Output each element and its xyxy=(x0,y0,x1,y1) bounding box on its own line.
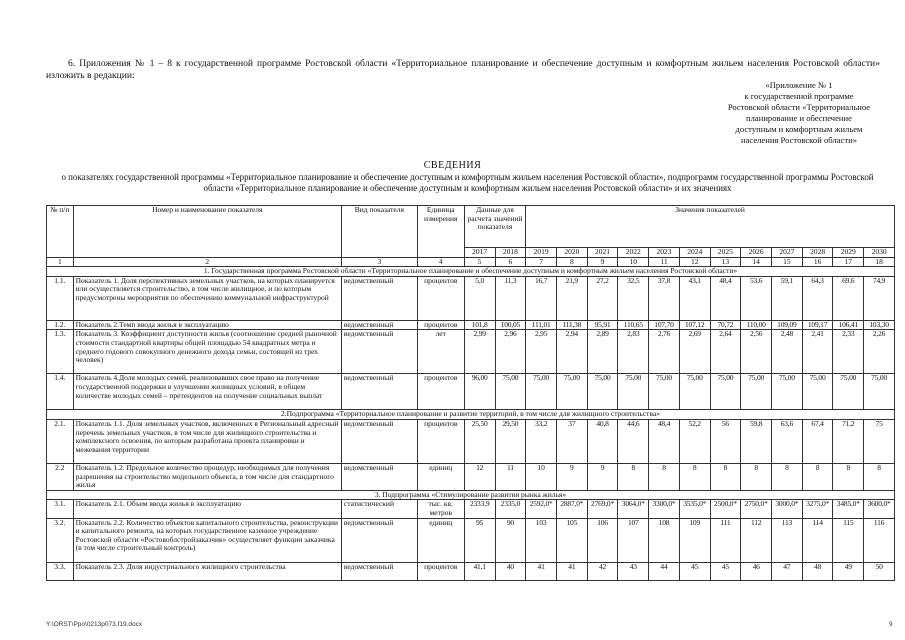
indicator-value: 21,9 xyxy=(556,276,587,320)
indicator-value: 40 xyxy=(495,562,526,580)
indicator-value: 75,00 xyxy=(587,374,618,410)
indicator-value: 114 xyxy=(802,518,833,562)
indicator-value: 59,8 xyxy=(741,419,772,463)
indicator-name: Показатель 4.Доля молодых семей, реализовавших свое право на получение государственной поддержки в улучшении жилищных условий, в общем количестве молодых семей – претендентов на получение социальных выплат xyxy=(73,374,341,410)
column-number: 12 xyxy=(679,257,710,267)
indicator-value: 2,26 xyxy=(864,330,895,374)
indicator-row xyxy=(47,500,895,518)
header-year: 2023 xyxy=(649,248,680,258)
indicator-value: 5,0 xyxy=(464,276,495,320)
indicator-row xyxy=(47,562,895,580)
indicator-value: 8 xyxy=(864,463,895,490)
indicator-type: ведомственный xyxy=(341,463,417,490)
indicator-value: 37,8 xyxy=(649,276,680,320)
section-title: 1. Государственная программа Ростовской области «Территориальное планирование и обеспечение доступным и комфортным жильем населения Ростовской области» xyxy=(47,267,895,277)
header-base: Данные для расчета значений показателя xyxy=(464,206,525,248)
indicator-value: 3485,0* xyxy=(833,500,864,518)
indicator-row xyxy=(47,320,895,330)
indicator-value: 52,2 xyxy=(679,419,710,463)
indicator-value: 44,6 xyxy=(618,419,649,463)
indicator-value: 2,48 xyxy=(772,330,803,374)
footer-file-path: Y:\ORST\Ppo\0213p073.f19.docx xyxy=(46,621,143,628)
indicator-value: 106 xyxy=(587,518,618,562)
indicator-value: 108 xyxy=(649,518,680,562)
column-number: 14 xyxy=(741,257,772,267)
indicator-number: 1.3. xyxy=(47,330,74,374)
indicator-name: Показатель 2.2. Количество объектов капитального строительства, реконструкции и капитального ремонта, на которых государственное казенное учреждение Ростовской области «Ростовоблстройзаказчик» осуществляет функции заказчика (в том числе строительный контроль) xyxy=(73,518,341,562)
column-number: 5 xyxy=(464,257,495,267)
section-row xyxy=(47,267,895,277)
indicator-type: ведомственный xyxy=(341,330,417,374)
indicator-type: статистический xyxy=(341,500,417,518)
indicator-unit: процентов xyxy=(417,276,464,320)
section-title: 3. Подпрограмма «Стимулирование развития рынка жилья» xyxy=(47,490,895,500)
indicator-row xyxy=(47,330,895,374)
indicator-unit: процентов xyxy=(417,562,464,580)
column-number: 2 xyxy=(73,257,341,267)
indicator-row xyxy=(47,419,895,463)
indicator-value: 9 xyxy=(556,463,587,490)
indicator-value: 2,69 xyxy=(679,330,710,374)
indicator-type: ведомственный xyxy=(341,562,417,580)
indicator-value: 107,12 xyxy=(679,320,710,330)
indicator-value: 2,95 xyxy=(526,330,557,374)
indicator-value: 41,1 xyxy=(464,562,495,580)
indicator-name: Показатель 1.1. Доля земельных участков, включенных в Региональный адресный перечень земельных участков, в том числе для жилищного строительства и комплексного освоения, по которым разработана проекта планировки и межевания территории xyxy=(73,419,341,463)
indicator-value: 27,2 xyxy=(587,276,618,320)
indicator-name: Показатель 2.3. Доля индустриального жилищного строительства xyxy=(73,562,341,580)
indicator-value: 95,91 xyxy=(587,320,618,330)
appendix-line: «Приложение № 1 xyxy=(765,80,833,90)
header-name: Номер и наименование показателя xyxy=(73,206,341,258)
indicator-value: 100,05 xyxy=(495,320,526,330)
indicator-type: ведомственный xyxy=(341,276,417,320)
indicator-value: 111,38 xyxy=(556,320,587,330)
appendix-line: Ростовской области «Территориальное xyxy=(727,102,871,112)
document-subtitle: о показателях государственной программы «Территориальное планирование и обеспечение доступным и комфортным жильем населения Ростовской области», подпрограмм государственной программы Ростовской области «Территориальное планирование и обеспечение доступным и комфортным жильем населения Ростовской области» и их значениях xyxy=(61,172,874,193)
indicator-value: 110,00 xyxy=(741,320,772,330)
indicator-value: 48 xyxy=(802,562,833,580)
indicator-value: 111,01 xyxy=(526,320,557,330)
header-year: 2017 xyxy=(464,248,495,258)
header-year: 2022 xyxy=(618,248,649,258)
indicator-value: 46 xyxy=(741,562,772,580)
appendix-line: планирование и обеспечение xyxy=(746,113,852,123)
indicator-value: 32,5 xyxy=(618,276,649,320)
indicator-value: 107 xyxy=(618,518,649,562)
indicator-value: 40,8 xyxy=(587,419,618,463)
indicator-value: 59,1 xyxy=(772,276,803,320)
indicator-value: 37 xyxy=(556,419,587,463)
indicator-value: 8 xyxy=(833,463,864,490)
indicator-name: Показатель 1. Доля перспективных земельных участков, на которых планируется или осуществляется строительство, в том числе жилищное, и по которым предусмотрены мероприятия по обеспечению коммунальной инфраструктурой xyxy=(73,276,341,320)
column-number: 10 xyxy=(618,257,649,267)
indicator-value: 2,64 xyxy=(710,330,741,374)
indicator-value: 75,00 xyxy=(649,374,680,410)
indicator-unit: тыс. кв. метров xyxy=(417,500,464,518)
indicator-value: 101,8 xyxy=(464,320,495,330)
indicator-value: 48,4 xyxy=(649,419,680,463)
indicator-unit: единиц xyxy=(417,463,464,490)
column-number: 13 xyxy=(710,257,741,267)
indicator-value: 111 xyxy=(710,518,741,562)
column-number: 18 xyxy=(864,257,895,267)
appendix-line: к государственной программе xyxy=(744,91,854,101)
indicator-value: 48,4 xyxy=(710,276,741,320)
indicator-value: 75,00 xyxy=(679,374,710,410)
indicator-value: 75,00 xyxy=(833,374,864,410)
indicator-number: 3.1. xyxy=(47,500,74,518)
indicator-value: 29,50 xyxy=(495,419,526,463)
indicator-value: 45 xyxy=(710,562,741,580)
indicator-value: 43,1 xyxy=(679,276,710,320)
indicator-type: ведомственный xyxy=(341,374,417,410)
column-number: 7 xyxy=(526,257,557,267)
header-year: 2021 xyxy=(587,248,618,258)
indicator-type: ведомственный xyxy=(341,320,417,330)
indicator-value: 69,6 xyxy=(833,276,864,320)
indicator-value: 16,7 xyxy=(526,276,557,320)
indicator-value: 71,2 xyxy=(833,419,864,463)
header-year: 2019 xyxy=(526,248,557,258)
indicator-value: 3535,0* xyxy=(679,500,710,518)
indicator-value: 50 xyxy=(864,562,895,580)
indicator-value: 43 xyxy=(618,562,649,580)
indicator-value: 75,00 xyxy=(741,374,772,410)
indicator-value: 103 xyxy=(526,518,557,562)
indicator-value: 105 xyxy=(556,518,587,562)
indicator-value: 103,30 xyxy=(864,320,895,330)
indicator-value: 2,41 xyxy=(802,330,833,374)
indicator-value: 45 xyxy=(679,562,710,580)
indicator-row xyxy=(47,463,895,490)
indicator-value: 2,99 xyxy=(464,330,495,374)
column-number: 11 xyxy=(649,257,680,267)
indicator-type: ведомственный xyxy=(341,419,417,463)
header-year: 2020 xyxy=(556,248,587,258)
indicator-value: 2333,9 xyxy=(464,500,495,518)
indicator-value: 74,9 xyxy=(864,276,895,320)
indicator-value: 8 xyxy=(741,463,772,490)
header-year: 2028 xyxy=(802,248,833,258)
indicator-value: 9 xyxy=(587,463,618,490)
intro-paragraph: 6. Приложения № 1 – 8 к государственной программе Ростовской области «Территориальное планирование и обеспечение доступным и комфортным жильем населения Ростовской области» изложить в редакции: xyxy=(46,58,880,81)
section-title: 2.Подпрограмма «Территориальное планирование и развитие территорий, в том числе для жилищного строительства» xyxy=(47,410,895,420)
header-year: 2025 xyxy=(710,248,741,258)
indicator-value: 2750,0* xyxy=(741,500,772,518)
header-year: 2026 xyxy=(741,248,772,258)
indicator-value: 75,00 xyxy=(772,374,803,410)
indicator-unit: процентов xyxy=(417,320,464,330)
indicator-value: 3275,0* xyxy=(802,500,833,518)
indicator-value: 3064,0* xyxy=(618,500,649,518)
indicator-value: 2592,0* xyxy=(526,500,557,518)
indicator-value: 2,89 xyxy=(587,330,618,374)
indicator-number: 1.4. xyxy=(47,374,74,410)
section-row xyxy=(47,490,895,500)
column-number: 3 xyxy=(341,257,417,267)
indicator-value: 42 xyxy=(587,562,618,580)
indicator-value: 2769,0* xyxy=(587,500,618,518)
indicator-value: 75 xyxy=(864,419,895,463)
indicator-value: 109,17 xyxy=(802,320,833,330)
indicator-value: 106,41 xyxy=(833,320,864,330)
indicator-value: 67,4 xyxy=(802,419,833,463)
indicator-value: 8 xyxy=(649,463,680,490)
appendix-line: населения Ростовской области» xyxy=(740,135,857,145)
indicator-value: 107,70 xyxy=(649,320,680,330)
indicator-name: Показатель 2.Темп ввода жилья в эксплуатацию xyxy=(73,320,341,330)
indicator-value: 8 xyxy=(710,463,741,490)
header-no: № п/п xyxy=(47,206,74,258)
indicator-value: 70,72 xyxy=(710,320,741,330)
header-type: Вид показателя xyxy=(341,206,417,258)
indicator-unit: процентов xyxy=(417,419,464,463)
indicator-value: 75,00 xyxy=(802,374,833,410)
indicator-value: 33,2 xyxy=(526,419,557,463)
indicator-number: 2.2 xyxy=(47,463,74,490)
indicator-number: 1.2. xyxy=(47,320,74,330)
appendix-line: доступным и комфортным жильем xyxy=(735,124,863,134)
indicator-value: 8 xyxy=(618,463,649,490)
indicator-value: 95 xyxy=(464,518,495,562)
indicator-value: 53,6 xyxy=(741,276,772,320)
indicator-value: 2335,0 xyxy=(495,500,526,518)
indicator-value: 49 xyxy=(833,562,864,580)
indicator-value: 75,00 xyxy=(556,374,587,410)
indicator-value: 44 xyxy=(649,562,680,580)
indicator-row xyxy=(47,518,895,562)
indicator-number: 3.3. xyxy=(47,562,74,580)
header-values: Значения показателей xyxy=(526,206,895,248)
indicator-value: 109 xyxy=(679,518,710,562)
indicator-name: Показатель 2.1. Объем ввода жилья в эксплуатацию xyxy=(73,500,341,518)
indicator-value: 75,00 xyxy=(710,374,741,410)
indicator-value: 2,76 xyxy=(649,330,680,374)
indicator-number: 3.2. xyxy=(47,518,74,562)
indicator-value: 10 xyxy=(526,463,557,490)
column-number: 15 xyxy=(772,257,803,267)
column-number: 9 xyxy=(587,257,618,267)
column-number: 1 xyxy=(47,257,74,267)
header-year: 2024 xyxy=(679,248,710,258)
indicator-name: Показатель 3. Коэффициент доступности жилья (соотношение средней рыночной стоимости стандартной квартиры общей площадью 54 квадратных метра и среднего годового совокупного денежного дохода семьи, состоящей из трех человек) xyxy=(73,330,341,374)
indicator-value: 8 xyxy=(679,463,710,490)
indicator-value: 110,65 xyxy=(618,320,649,330)
indicator-unit: лет xyxy=(417,330,464,374)
indicator-value: 8 xyxy=(802,463,833,490)
indicator-value: 116 xyxy=(864,518,895,562)
indicator-value: 115 xyxy=(833,518,864,562)
indicator-value: 90 xyxy=(495,518,526,562)
indicator-value: 47 xyxy=(772,562,803,580)
header-year: 2029 xyxy=(833,248,864,258)
indicator-value: 75,00 xyxy=(864,374,895,410)
header-year: 2018 xyxy=(495,248,526,258)
indicator-value: 2887,0* xyxy=(556,500,587,518)
indicator-value: 113 xyxy=(772,518,803,562)
header-unit: Единица измерения xyxy=(417,206,464,258)
indicator-name: Показатель 1.2. Предельное количество процедур, необходимых для получения разрешения на строительство модельного объекта, в том числе для стандартного жилья xyxy=(73,463,341,490)
indicator-value: 63,6 xyxy=(772,419,803,463)
header-year: 2030 xyxy=(864,248,895,258)
indicator-value: 41 xyxy=(526,562,557,580)
indicator-number: 1.1. xyxy=(47,276,74,320)
footer-page-number: 9 xyxy=(889,621,893,628)
indicator-number: 2.1. xyxy=(47,419,74,463)
indicator-value: 112 xyxy=(741,518,772,562)
header-year: 2027 xyxy=(772,248,803,258)
section-row xyxy=(47,410,895,420)
column-number: 17 xyxy=(833,257,864,267)
indicator-value: 25,50 xyxy=(464,419,495,463)
indicator-value: 2500,0* xyxy=(710,500,741,518)
indicators-table xyxy=(46,205,895,581)
indicator-value: 3600,0* xyxy=(864,500,895,518)
column-number: 8 xyxy=(556,257,587,267)
indicator-value: 11 xyxy=(495,463,526,490)
column-number: 16 xyxy=(802,257,833,267)
indicator-value: 2,96 xyxy=(495,330,526,374)
indicator-value: 75,00 xyxy=(495,374,526,410)
indicator-value: 56 xyxy=(710,419,741,463)
column-number: 6 xyxy=(495,257,526,267)
indicator-type: ведомственный xyxy=(341,518,417,562)
indicator-unit: процентов xyxy=(417,374,464,410)
indicator-value: 2,33 xyxy=(833,330,864,374)
document-title: СВЕДЕНИЯ xyxy=(423,160,482,171)
indicator-value: 12 xyxy=(464,463,495,490)
indicator-row xyxy=(47,374,895,410)
indicator-value: 8 xyxy=(772,463,803,490)
column-number: 4 xyxy=(417,257,464,267)
appendix-heading xyxy=(704,80,894,146)
indicator-value: 109,09 xyxy=(772,320,803,330)
indicator-value: 96,00 xyxy=(464,374,495,410)
indicator-value: 3300,0* xyxy=(649,500,680,518)
indicator-row xyxy=(47,276,895,320)
indicator-value: 75,00 xyxy=(618,374,649,410)
indicator-value: 64,3 xyxy=(802,276,833,320)
indicator-unit: единиц xyxy=(417,518,464,562)
indicator-value: 2,56 xyxy=(741,330,772,374)
indicator-value: 3000,0* xyxy=(772,500,803,518)
indicator-value: 11,3 xyxy=(495,276,526,320)
indicator-value: 75,00 xyxy=(526,374,557,410)
indicator-value: 2,83 xyxy=(618,330,649,374)
indicator-value: 41 xyxy=(556,562,587,580)
indicator-value: 2,94 xyxy=(556,330,587,374)
